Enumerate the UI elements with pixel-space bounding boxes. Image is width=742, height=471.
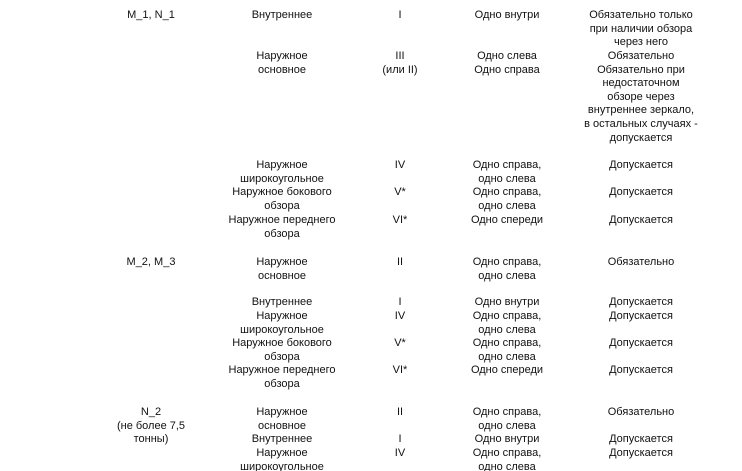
mirror-class-cell: VI* [392, 364, 408, 376]
mirror-type-cell: Наружное основное [256, 256, 308, 282]
mirror-count-cell: Одно справа, одно слева [472, 186, 542, 212]
mirror-type-cell: Внутреннее [251, 9, 313, 21]
requirement-cell: Допускается [609, 159, 673, 171]
mirror-count-cell: Одно внутри [474, 433, 540, 445]
mirror-class-cell: IV [394, 159, 406, 171]
requirement-cell: Допускается [609, 447, 673, 459]
mirror-count-cell: Одно справа, одно слева [472, 447, 542, 471]
mirror-class-cell: III (или II) [382, 50, 418, 76]
mirror-count-cell: Одно справа, одно слева [472, 406, 542, 432]
requirement-cell: Обязательно [607, 256, 675, 268]
mirror-type-cell: Наружное широкоугольное [240, 159, 324, 185]
mirror-count-cell: Одно справа, одно слева [472, 310, 542, 336]
mirror-class-cell: IV [394, 310, 406, 322]
mirror-class-cell: VI* [392, 214, 408, 226]
mirror-count-cell: Одно внутри [474, 296, 540, 308]
vehicle-category-cell: M_1, N_1 [127, 9, 175, 21]
requirement-cell: Допускается [609, 337, 673, 349]
mirror-count-cell: Одно спереди [470, 364, 544, 376]
mirror-type-cell: Наружное бокового обзора [232, 186, 332, 212]
mirror-class-cell: I [398, 296, 402, 308]
mirror-class-cell: I [398, 433, 402, 445]
mirror-class-cell: V* [394, 337, 406, 349]
mirror-class-cell: I [398, 9, 402, 21]
mirror-type-cell: Наружное переднего обзора [228, 364, 336, 390]
requirement-cell: Обязательно только при наличии обзора через него [589, 9, 693, 49]
mirror-count-cell: Одно справа, одно слева [472, 256, 542, 282]
requirement-cell: Допускается [609, 310, 673, 322]
mirror-count-cell: Одно слева Одно справа [474, 50, 540, 76]
requirement-cell: Допускается [609, 364, 673, 376]
requirement-cell: Обязательно [607, 406, 675, 418]
requirement-cell: Допускается [609, 433, 673, 445]
mirror-count-cell: Одно внутри [474, 9, 540, 21]
mirror-type-cell: Наружное основное [256, 406, 308, 432]
mirror-count-cell: Одно справа, одно слева [472, 159, 542, 185]
mirror-class-cell: II [396, 256, 404, 268]
mirror-type-cell: Наружное широкоугольное [240, 447, 324, 471]
mirror-count-cell: Одно спереди [470, 214, 544, 226]
mirror-class-cell: II [396, 406, 404, 418]
mirror-type-cell: Внутреннее [251, 296, 313, 308]
mirror-class-cell: V* [394, 186, 406, 198]
mirror-type-cell: Наружное переднего обзора [228, 214, 336, 240]
mirror-type-cell: Наружное бокового обзора [232, 337, 332, 363]
vehicle-category-cell: N_2 (не более 7,5 тонны) [116, 406, 186, 446]
requirement-cell: Допускается [609, 186, 673, 198]
mirror-class-cell: IV [394, 447, 406, 459]
mirror-type-cell: Наружное широкоугольное [240, 310, 324, 336]
requirement-cell: Допускается [609, 296, 673, 308]
requirement-cell: Обязательно Обязательно при недостаточном обзоре через внутреннее зеркало, в остальных случаях - допускается [584, 50, 698, 144]
mirror-count-cell: Одно справа, одно слева [472, 337, 542, 363]
mirror-type-cell: Наружное основное [256, 50, 308, 76]
vehicle-category-cell: M_2, M_3 [126, 256, 176, 268]
requirement-cell: Допускается [609, 214, 673, 226]
mirror-type-cell: Внутреннее [251, 433, 313, 445]
